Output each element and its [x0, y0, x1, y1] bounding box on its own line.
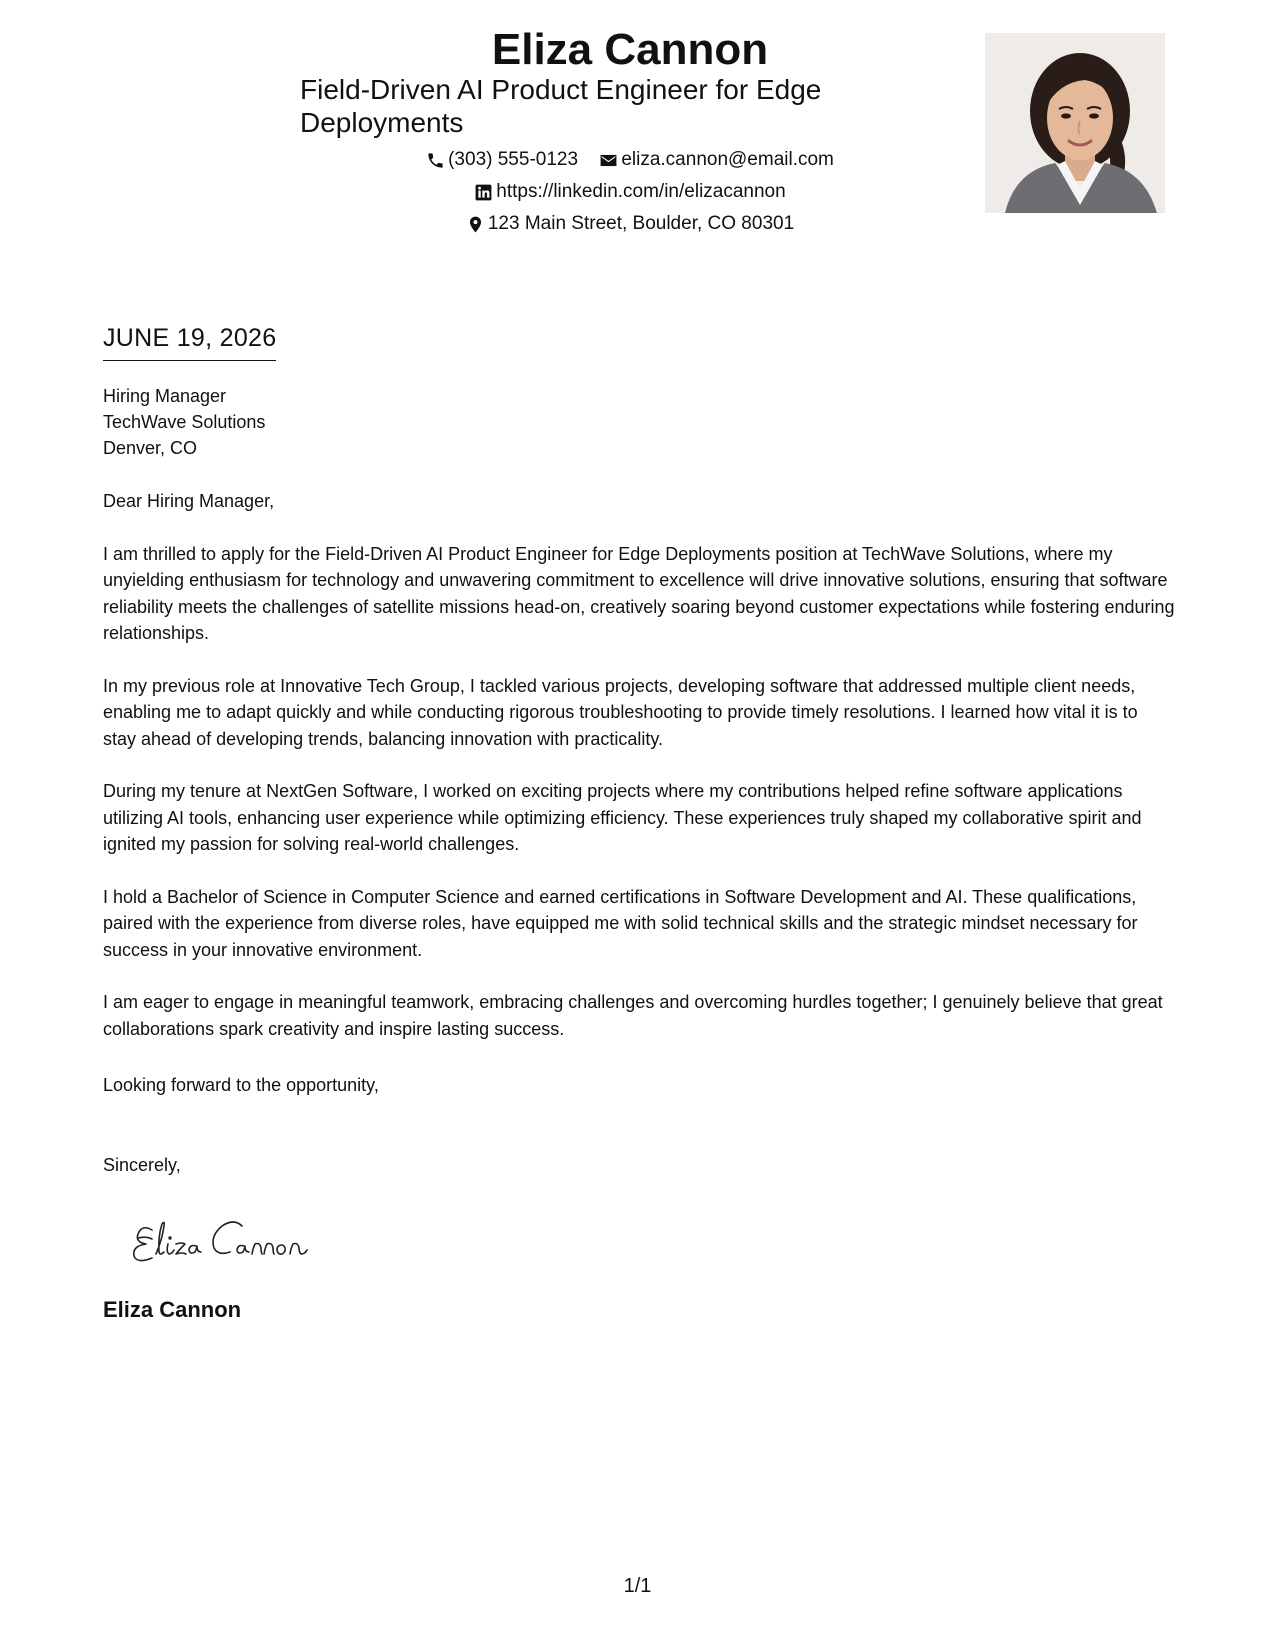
- contact-line-address: [300, 212, 960, 241]
- recipient-block: [103, 383, 265, 461]
- linkedin-icon: [474, 183, 493, 202]
- email-address: eliza.cannon@email.com: [621, 149, 834, 170]
- recipient-company: TechWave Solutions: [103, 412, 266, 432]
- profile-photo: [985, 33, 1165, 213]
- body-paragraph: I am eager to engage in meaningful teamwork, embracing challenges and overcoming hurdles together; I genuinely believe that great collaborations spark creativity and inspire lasting success.: [103, 992, 1163, 1039]
- closing-line: Looking forward to the opportunity,: [103, 1075, 379, 1095]
- contact-line-linkedin: [300, 180, 960, 209]
- salutation: Dear Hiring Manager,: [103, 491, 275, 511]
- recipient-role: Hiring Manager: [103, 386, 227, 406]
- phone-number: (303) 555-0123: [448, 149, 579, 170]
- street-address: 123 Main Street, Boulder, CO 80301: [487, 213, 795, 234]
- letter-header: [0, 0, 1275, 260]
- contact-phone[interactable]: [426, 148, 578, 172]
- phone-icon: [426, 151, 445, 170]
- recipient-location: Denver, CO: [103, 438, 198, 458]
- contact-linkedin[interactable]: [474, 180, 785, 204]
- contact-email[interactable]: [599, 148, 834, 172]
- body-paragraph: During my tenure at NextGen Software, I worked on exciting projects where my contributions helped refine software applications utilizing AI tools, enhancing user experience while optimizing efficiency. These experiences truly shaped my collaborative spirit and ignited my passion for solving real-world challenges.: [103, 781, 1142, 854]
- applicant-title: Field-Driven AI Product Engineer for Edge Deployments: [300, 74, 822, 138]
- envelope-icon: [599, 151, 618, 170]
- body-paragraph: In my previous role at Innovative Tech Group, I tackled various projects, developing software that addressed multiple client needs, enabling me to adapt quickly and while conducting rigorous troubleshooting to provide timely resolutions. I learned how vital it is to stay ahead of developing trends, balancing innovation with practicality.: [103, 675, 1138, 749]
- body-paragraph: I hold a Bachelor of Science in Computer Science and earned certifications in Software Development and AI. These qualifications, paired with the experience from diverse roles, have equipped me with solid technical skills and the strategic mindset necessary for success in your innovative environment.: [103, 886, 1138, 960]
- signer-name: Eliza Cannon: [103, 1297, 242, 1322]
- body-paragraph: I am thrilled to apply for the Field-Driven AI Product Engineer for Edge Deployments position at TechWave Solutions, where my unyielding enthusiasm for technology and unwavering commitment to excellence will drive innovative solutions, ensuring that software reliability meets the challenges of satellite missions head-on, creatively soaring beyond customer expectations while fostering enduring relationships.: [103, 543, 1175, 643]
- page-indicator: 1/1: [623, 1575, 652, 1597]
- letter-body: [103, 488, 1175, 1068]
- map-pin-icon: [466, 215, 485, 234]
- linkedin-url: https://linkedin.com/in/elizacannon: [496, 181, 786, 202]
- sign-off: Sincerely,: [103, 1155, 181, 1175]
- letter-date: JUNE 19, 2026: [103, 322, 276, 361]
- applicant-name: Eliza Cannon: [491, 25, 769, 74]
- handwritten-signature: [130, 1208, 350, 1268]
- contact-line-phone-email: [300, 148, 960, 177]
- contact-address: [466, 212, 794, 236]
